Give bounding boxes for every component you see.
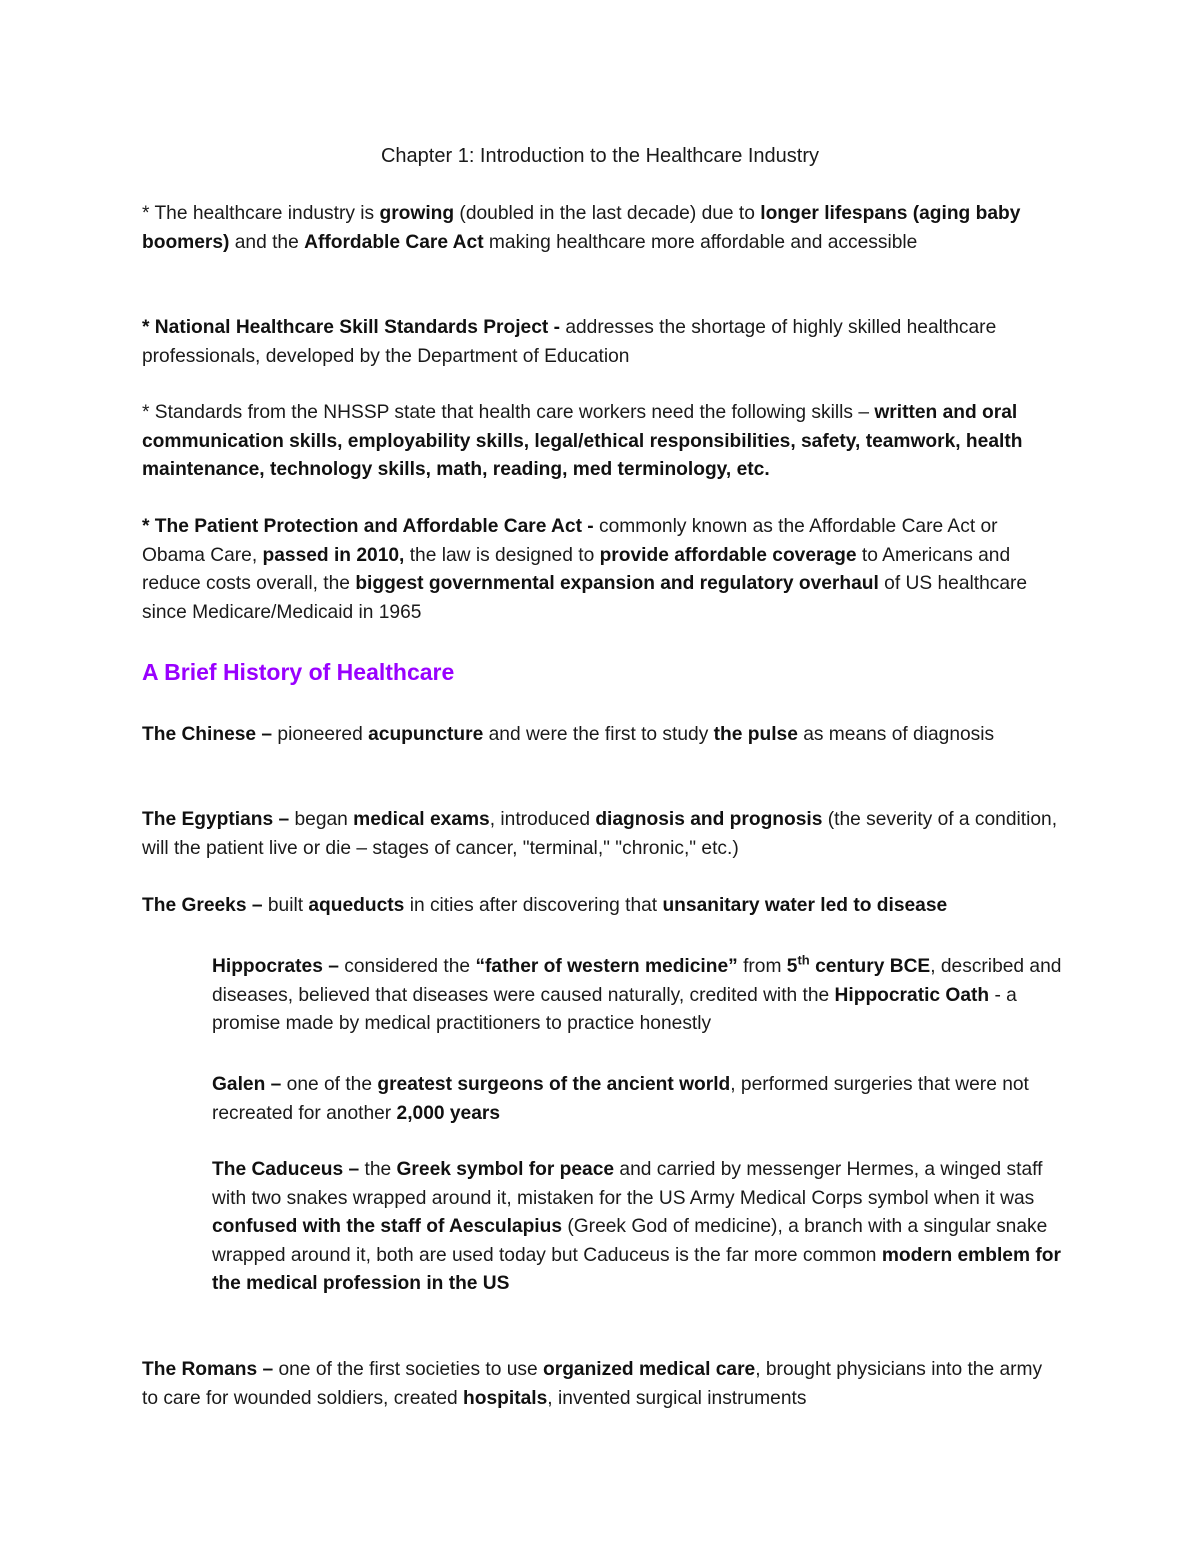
text-run: (the severity of a condition, will the patient live or die – stages of cancer, "terminal," "chronic," etc.) [142,809,1058,859]
bold-text-run: The Romans – [142,1359,279,1380]
text-run: (Greek God of medicine), a branch with a singular snake wrapped around it, both are used today but Caduceus is the far more common [212,1216,1048,1266]
text-run: began [294,809,354,830]
bold-text-run: Affordable Care Act [304,231,484,253]
paragraph-chinese [142,721,1062,750]
bold-text-run: “father of western medicine” [475,956,738,977]
text-run: addresses the shortage of highly skilled healthcare professionals, developed by the Department of Education [142,317,997,367]
text-run: the [364,1159,397,1180]
bold-text-run: The Chinese – [142,724,278,745]
paragraph-standards [142,399,1062,485]
paragraph-ppaca [142,513,1062,627]
text-run: * Standards from the NHSSP state that health care workers need the following skills – [142,402,875,423]
text-run: built [267,895,309,916]
bold-text-run: * The Patient Protection and Affordable Care Act - [142,516,600,537]
bold-text-run: Greek symbol for peace [396,1159,615,1180]
paragraph-romans [142,1356,1062,1413]
text-run: pioneered [277,724,369,745]
bold-text-run: diagnosis and prognosis [595,809,823,830]
text-run: one of the first societies to use [278,1359,543,1380]
text-run: making healthcare more affordable and accessible [483,231,918,253]
text-run: * The healthcare industry is [142,203,380,224]
bold-text-run: aqueducts [308,895,405,916]
text-run: , described and diseases, believed that diseases were caused naturally, credited with the [212,956,1062,1006]
text-run: in cities after discovering that [404,895,663,916]
bold-text-run: 2,000 years [396,1102,501,1124]
bold-text-run: 5 [786,956,798,977]
bold-text-run: growing [379,203,455,224]
text-run: as means of diagnosis [797,724,995,745]
bold-text-run: provide affordable coverage [599,544,857,566]
bold-text-run: Hippocratic Oath [834,984,990,1006]
paragraph-galen [212,1071,1062,1128]
text-run: considered the [344,956,476,977]
bold-text-run: passed in 2010, [262,544,405,566]
text-run: , performed surgeries that were not recreated for another [212,1074,1029,1124]
paragraph-egyptians [142,806,1062,863]
section-heading: A Brief History of Healthcare [142,659,455,685]
text-run: from [737,956,787,977]
bold-text-run: unsanitary water led to disease [662,895,948,916]
paragraph-greeks [142,892,1062,921]
bold-text-run: century BCE [809,956,931,977]
bold-text-run: * National Healthcare Skill Standards Project - [142,317,566,338]
text-run: , introduced [489,809,596,830]
paragraph-caduceus [212,1156,1062,1299]
bold-text-run: th [797,952,810,968]
paragraph-hippocrates [212,953,1062,1039]
bold-text-run: the pulse [713,724,798,745]
bold-text-run: medical exams [353,809,490,830]
chapter-title: Chapter 1: Introduction to the Healthcare Industry [380,145,820,167]
text-run: , brought physicians into the army to care for wounded soldiers, created [142,1359,1043,1409]
text-run: - a promise made by medical practitioners to practice honestly [212,984,1017,1034]
bold-text-run: The Greeks – [142,895,268,916]
bold-text-run: acupuncture [368,724,484,745]
text-run: and carried by messenger Hermes, a winged staff with two snakes wrapped around it, mistaken for the US Army Medical Corps symbol when it was [212,1159,1043,1209]
text-run: one of the [286,1074,378,1095]
bold-text-run: biggest governmental expansion and regulatory overhaul [355,573,879,594]
text-run: and the [229,231,305,253]
bold-text-run: confused with the staff of Aesculapius [212,1216,563,1237]
bold-text-run: written and oral communication skills, employability skills, legal/ethical responsibilities, safety, teamwork, health maintenance, technology skills, math, reading, med terminology, etc. [142,402,1023,480]
text-run: , invented surgical instruments [547,1387,807,1409]
text-run: the law is designed to [404,544,600,566]
bold-text-run: longer lifespans (aging baby boomers) [142,203,1021,253]
text-run: to Americans and reduce costs overall, the [142,544,1011,594]
bold-text-run: greatest surgeons of the ancient world [377,1074,731,1095]
bold-text-run: Hippocrates – [212,956,345,977]
bold-text-run: The Caduceus – [212,1159,365,1180]
bold-text-run: hospitals [463,1387,548,1409]
bold-text-run: modern emblem for the medical profession in the US [212,1244,1061,1294]
text-run: and were the first to study [483,724,714,745]
paragraph-growth [142,200,1062,257]
text-run: (doubled in the last decade) due to [454,203,761,224]
text-run: of US healthcare since Medicare/Medicaid in 1965 [142,573,1028,623]
bold-text-run: The Egyptians – [142,809,295,830]
text-run: commonly known as the Affordable Care Act or Obama Care, [142,516,998,566]
bold-text-run: Galen – [212,1074,287,1095]
paragraph-nhssp [142,314,1062,371]
bold-text-run: organized medical care [543,1359,756,1380]
